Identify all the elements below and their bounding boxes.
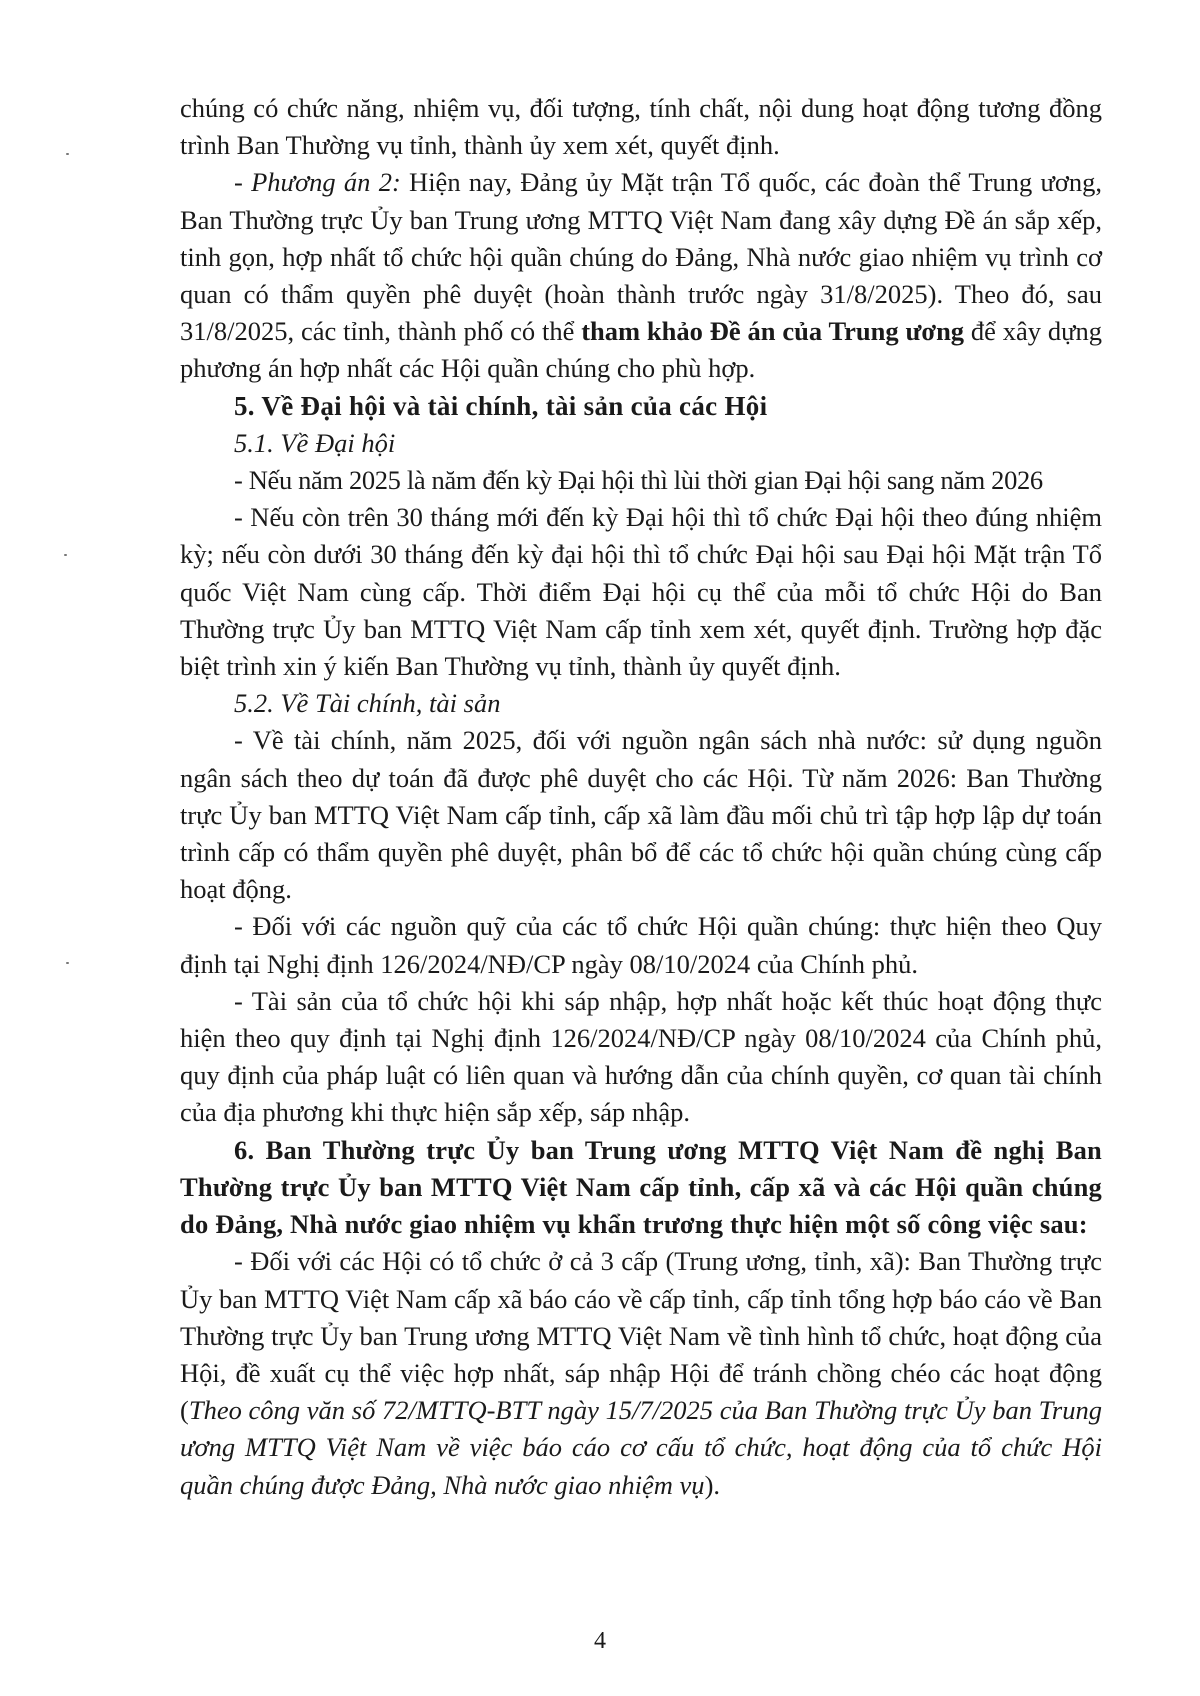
scan-speck <box>66 153 69 155</box>
p2-body: Hiện nay, Đảng ủy Mặt trận Tổ quốc, các đoàn thể Trung ương, Ban Thường trực Ủy ban Trung ương MTTQ Việt Nam đang xây dựng Đề án sắp xếp, tinh gọn, hợp nhất tổ chức hội quần chúng do Đảng, Nhà nước giao nhiệm vụ trình cơ quan có thẩm quyền phê duyệt (hoàn thành trước ngày 31/8/2025). Theo đó, sau 31/8/2025, các tỉnh, thành phố có thể <box>180 167 1102 347</box>
paragraph-funds <box>180 908 1102 982</box>
subheading-5-2 <box>180 685 1102 722</box>
p1-text: chúng có chức năng, nhiệm vụ, đối tượng, tính chất, nội dung hoạt động tương đồng trình Ban Thường vụ tỉnh, thành ủy xem xét, quyết định. <box>180 93 1102 161</box>
scan-speck <box>66 962 69 964</box>
p5-text: - Nếu năm 2025 là năm đến kỳ Đại hội thì lùi thời gian Đại hội sang năm 2026 <box>234 465 1043 496</box>
paragraph-three-levels <box>180 1243 1102 1503</box>
section-heading-6 <box>180 1132 1102 1244</box>
section-heading-5 <box>180 388 1102 425</box>
p2-bold-phrase: tham khảo Đề án của Trung ương <box>581 316 965 347</box>
paragraph-congress-term <box>180 499 1102 685</box>
paragraph-finance <box>180 722 1102 908</box>
subheading-5-2-text: 5.2. Về Tài chính, tài sản <box>234 688 501 719</box>
scan-speck <box>64 554 67 556</box>
p12-body: - Đối với các Hội có tổ chức ở cả 3 cấp (Trung ương, tỉnh, xã): Ban Thường trực Ủy ban MTTQ Việt Nam cấp xã báo cáo về cấp tỉnh, cấp tỉnh tổng hợp báo cáo về Ban Thường trực Ủy ban Trung ương MTTQ Việt Nam về tình hình tổ chức, hoạt động của Hội, đề xuất cụ thể việc hợp nhất, sáp nhập Hội để tránh chồng chéo các hoạt động ( <box>180 1246 1102 1426</box>
paragraph-congress-2025 <box>180 462 1102 499</box>
subheading-5-1-text: 5.1. Về Đại hội <box>234 427 396 458</box>
paragraph-continuation <box>180 90 1102 164</box>
p8-text: - Về tài chính, năm 2025, đối với nguồn ngân sách nhà nước: sử dụng nguồn ngân sách theo dự toán đã được phê duyệt cho các Hội. Từ năm 2026: Ban Thường trực Ủy ban MTTQ Việt Nam cấp tỉnh, cấp xã làm đầu mối chủ trì tập hợp lập dự toán trình cấp có thẩm quyền phê duyệt, phân bổ để các tổ chức hội quần chúng cùng cấp hoạt động. <box>180 725 1102 905</box>
section-5-title: 5. Về Đại hội và tài chính, tài sản của các Hội <box>234 390 768 421</box>
p2-tail: để xây dựng phương án hợp nhất các Hội quần chúng cho phù hợp. <box>180 316 1102 384</box>
p12-reference: Theo công văn số 72/MTTQ-BTT ngày 15/7/2025 của Ban Thường trực Ủy ban Trung ương MTTQ Việt Nam về việc báo cáo cơ cấu tổ chức, hoạt động của tổ chức Hội quần chúng được Đảng, Nhà nước giao nhiệm vụ <box>180 1395 1102 1500</box>
p12-tail: ). <box>704 1469 721 1500</box>
p2-option-label: Phương án 2: <box>251 167 401 198</box>
section-6-title: 6. Ban Thường trực Ủy ban Trung ương MTTQ Việt Nam đề nghị Ban Thường trực Ủy ban MTTQ Việt Nam cấp tỉnh, cấp xã và các Hội quần chúng do Đảng, Nhà nước giao nhiệm vụ khẩn trương thực hiện một số công việc sau: <box>180 1134 1102 1240</box>
p9-text: - Đối với các nguồn quỹ của các tổ chức Hội quần chúng: thực hiện theo Quy định tại Nghị định 126/2024/NĐ/CP ngày 08/10/2024 của Chính phủ. <box>180 911 1102 979</box>
subheading-5-1 <box>180 425 1102 462</box>
page-number: 4 <box>594 1628 606 1654</box>
p10-text: - Tài sản của tổ chức hội khi sáp nhập, hợp nhất hoặc kết thúc hoạt động thực hiện theo quy định tại Nghị định 126/2024/NĐ/CP ngày 08/10/2024 của Chính phủ, quy định của pháp luật có liên quan và hướng dẫn của chính quyền, cơ quan tài chính của địa phương khi thực hiện sắp xếp, sáp nhập. <box>180 985 1102 1128</box>
paragraph-option-2 <box>180 164 1102 387</box>
p2-dash: - <box>234 167 252 198</box>
p6-text: - Nếu còn trên 30 tháng mới đến kỳ Đại hội thì tổ chức Đại hội theo đúng nhiệm kỳ; nếu còn dưới 30 tháng đến kỳ đại hội thì tổ chức Đại hội sau Đại hội Mặt trận Tổ quốc Việt Nam cùng cấp. Thời điểm Đại hội cụ thể của mỗi tổ chức Hội do Ban Thường trực Ủy ban MTTQ Việt Nam cấp tỉnh xem xét, quyết định. Trường hợp đặc biệt trình xin ý kiến Ban Thường vụ tỉnh, thành ủy quyết định. <box>180 502 1102 682</box>
paragraph-assets <box>180 983 1102 1132</box>
